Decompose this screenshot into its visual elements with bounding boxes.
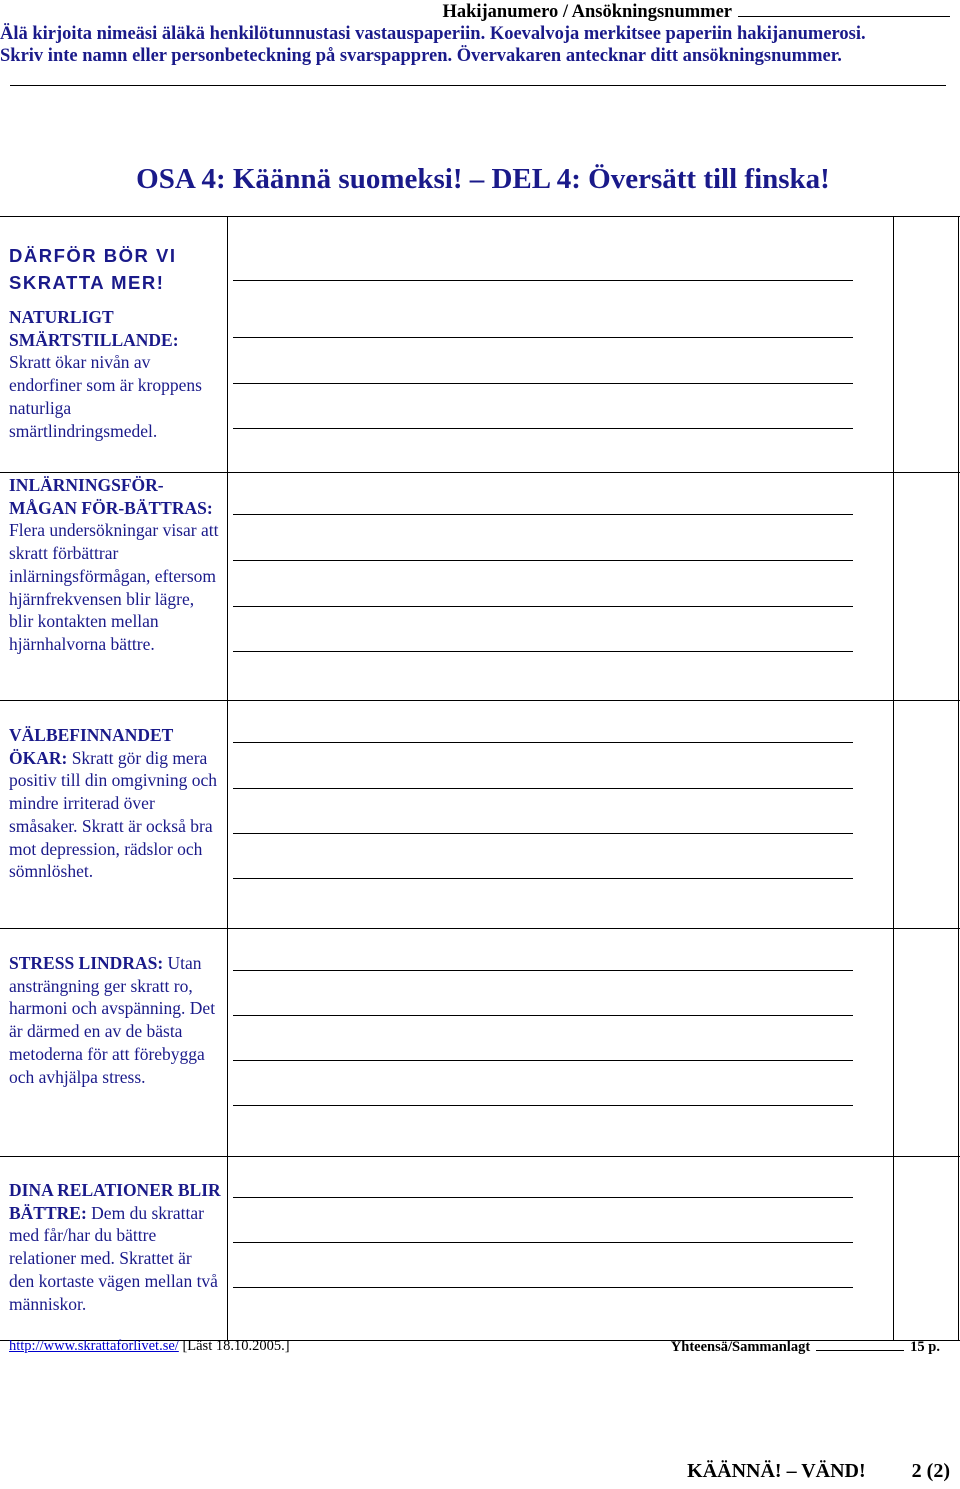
applicant-number-blank[interactable]	[738, 0, 950, 17]
section-heading: DINA RELATIONER BLIR BÄTTRE:	[9, 1180, 221, 1223]
turn-page-instruction: KÄÄNNÄ! – VÄND!	[687, 1460, 866, 1482]
column-divider-right	[893, 216, 894, 1340]
row-3-source-text	[9, 724, 221, 883]
row-divider	[0, 472, 960, 473]
section-body: Flera undersökningar visar att skratt förbättrar inlärningsförmågan, eftersom hjärnfrekvensen blir lägre, blir kontakten mellan hjärnhalvorna bättre.	[9, 520, 219, 654]
answer-line[interactable]	[233, 606, 853, 607]
answer-line[interactable]	[233, 1242, 853, 1243]
translation-table	[0, 216, 960, 1359]
total-points-value: 15	[910, 1339, 925, 1355]
answer-line[interactable]	[233, 788, 853, 789]
row-5-source-text	[9, 1179, 221, 1315]
table-right-border	[958, 216, 959, 1340]
source-link[interactable]: http://www.skrattaforlivet.se/	[9, 1338, 179, 1354]
answer-line[interactable]	[233, 383, 853, 384]
section-body: Dem du skrattar med får/har du bättre relationer med. Skrattet är den kortaste vägen mellan två människor.	[9, 1202, 218, 1314]
article-title: DÄRFÖR BÖR VI SKRATTA MER!	[9, 245, 177, 293]
answer-line[interactable]	[233, 337, 853, 338]
row-4-source-text	[9, 952, 221, 1088]
row-divider	[0, 1156, 960, 1157]
section-heading: STRESS LINDRAS:	[9, 953, 164, 973]
answer-line[interactable]	[233, 1015, 853, 1016]
answer-line[interactable]	[233, 280, 853, 281]
answer-line[interactable]	[233, 651, 853, 652]
answer-line[interactable]	[233, 1197, 853, 1198]
row-2-source-text	[9, 474, 221, 656]
total-points	[671, 1338, 940, 1356]
answer-line[interactable]	[233, 1105, 853, 1106]
points-unit: p.	[928, 1339, 940, 1355]
column-divider-left	[227, 216, 228, 1340]
total-label: Yhteensä/Sammanlagt	[670, 1339, 811, 1355]
applicant-number-field	[442, 0, 950, 23]
table-top-border	[0, 216, 960, 217]
answer-line[interactable]	[233, 833, 853, 834]
answer-line[interactable]	[233, 428, 853, 429]
page-footer	[687, 1460, 950, 1483]
answer-line[interactable]	[233, 742, 853, 743]
answer-line[interactable]	[233, 560, 853, 561]
read-date: [Läst 18.10.2005.]	[182, 1338, 290, 1354]
row-1-source-text	[9, 242, 221, 442]
row-divider	[0, 700, 960, 701]
answer-line[interactable]	[233, 514, 853, 515]
section-body: Utan ansträngning ger skratt ro, harmoni och avspänning. Det är därmed en av de bästa metoderna för att förebygga och avhjälpa stress.	[9, 953, 216, 1087]
section-title: OSA 4: Käännä suomeksi! – DEL 4: Översätt till finska!	[136, 163, 830, 195]
header-divider	[10, 85, 946, 86]
section-heading: INLÄRNINGSFÖR-MÅGAN FÖR-BÄTTRAS:	[9, 475, 213, 518]
answer-line[interactable]	[233, 878, 853, 879]
instruction-swedish: Skriv inte namn eller personbeteckning på svarspappren. Övervakaren antecknar ditt ansökningsnummer.	[0, 46, 842, 66]
page-number: 2 (2)	[911, 1460, 950, 1482]
section-heading: VÄLBEFINNANDET ÖKAR:	[9, 725, 174, 768]
applicant-number-label: Hakijanumero / Ansökningsnummer	[442, 2, 732, 22]
answer-line[interactable]	[233, 970, 853, 971]
answer-line[interactable]	[233, 1060, 853, 1061]
section-body: Skratt ökar nivån av endorfiner som är kroppens naturliga smärtlindringsmedel.	[9, 352, 202, 441]
row-divider	[0, 928, 960, 929]
section-heading: NATURLIGT SMÄRTSTILLANDE:	[9, 307, 179, 350]
total-blank[interactable]	[816, 1338, 904, 1351]
answer-line[interactable]	[233, 1287, 853, 1288]
section-body: Skratt gör dig mera positiv till din omgivning och mindre irriterad över småsaker. Skratt är också bra mot depression, rädslor och sömnlöshet.	[9, 747, 218, 882]
source-citation	[9, 1338, 290, 1355]
instruction-finnish: Älä kirjoita nimeäsi äläkä henkilötunnustasi vastauspaperiin. Koevalvoja merkitsee paperiin hakijanumerosi.	[0, 24, 866, 44]
